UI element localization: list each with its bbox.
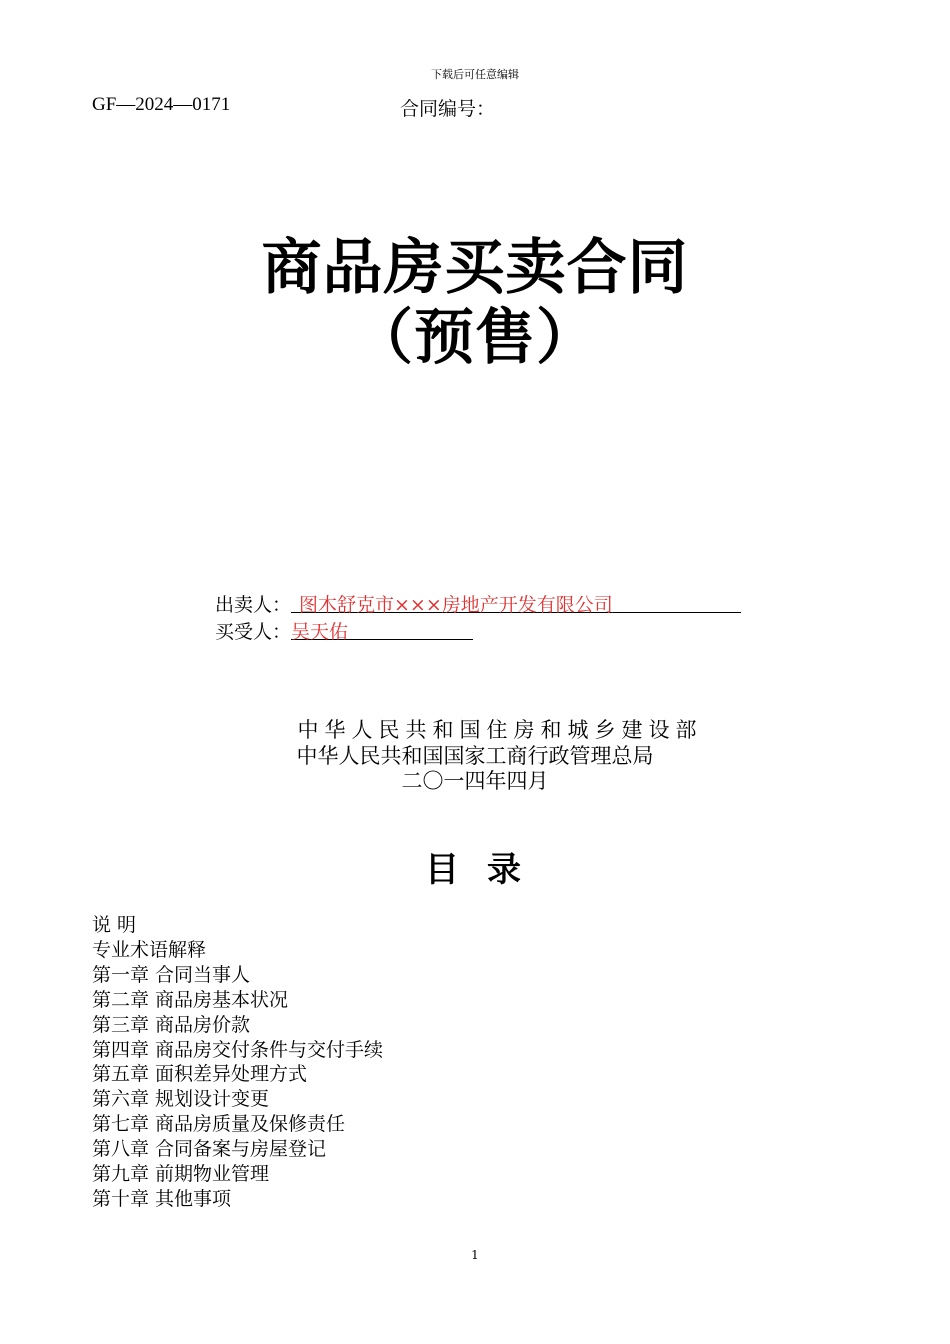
toc-item: 第八章 合同备案与房屋登记 bbox=[92, 1138, 327, 1161]
toc-title: 目录 bbox=[425, 850, 549, 890]
header-note: 下载后可任意编辑 bbox=[431, 68, 519, 81]
seller-underline bbox=[613, 592, 741, 613]
toc-item: 第六章 规划设计变更 bbox=[92, 1088, 270, 1111]
toc-item: 说 明 bbox=[92, 914, 137, 936]
toc-item: 第五章 面积差异处理方式 bbox=[92, 1063, 308, 1086]
buyer-line bbox=[215, 617, 473, 644]
toc-item: 专业术语解释 bbox=[92, 938, 207, 961]
document-subtitle: （预售） bbox=[353, 303, 597, 373]
seller-underline-lead bbox=[291, 592, 299, 613]
issue-date: 二〇一四年四月 bbox=[401, 769, 549, 793]
seller-line bbox=[215, 590, 741, 617]
page-number: 1 bbox=[471, 1248, 479, 1262]
toc-item: 第四章 商品房交付条件与交付手续 bbox=[92, 1038, 384, 1061]
issuer-administration: 中华人民共和国国家工商行政管理总局 bbox=[296, 744, 654, 768]
document-code: GF—2024—0171 bbox=[92, 94, 231, 115]
contract-number-label: 合同编号： bbox=[400, 98, 496, 120]
issuer-ministry: 中华人民共和国住房和城乡建设部 bbox=[297, 718, 703, 742]
buyer-underline bbox=[348, 619, 473, 640]
document-title: 商品房买卖合同 bbox=[261, 233, 689, 303]
toc-item: 第十章 其他事项 bbox=[92, 1187, 232, 1210]
toc-item: 第一章 合同当事人 bbox=[92, 963, 251, 986]
toc-item: 第七章 商品房质量及保修责任 bbox=[92, 1113, 346, 1136]
toc-item: 第二章 商品房基本状况 bbox=[92, 988, 289, 1011]
seller-value: 图木舒克市×××房地产开发有限公司 bbox=[299, 594, 613, 616]
toc-item: 第九章 前期物业管理 bbox=[92, 1163, 270, 1186]
seller-label: 出卖人： bbox=[215, 594, 292, 616]
buyer-value: 吴天佑 bbox=[291, 621, 349, 643]
table-of-contents bbox=[92, 913, 383, 1212]
toc-item: 第三章 商品房价款 bbox=[92, 1013, 251, 1036]
buyer-label: 买受人： bbox=[215, 621, 292, 643]
